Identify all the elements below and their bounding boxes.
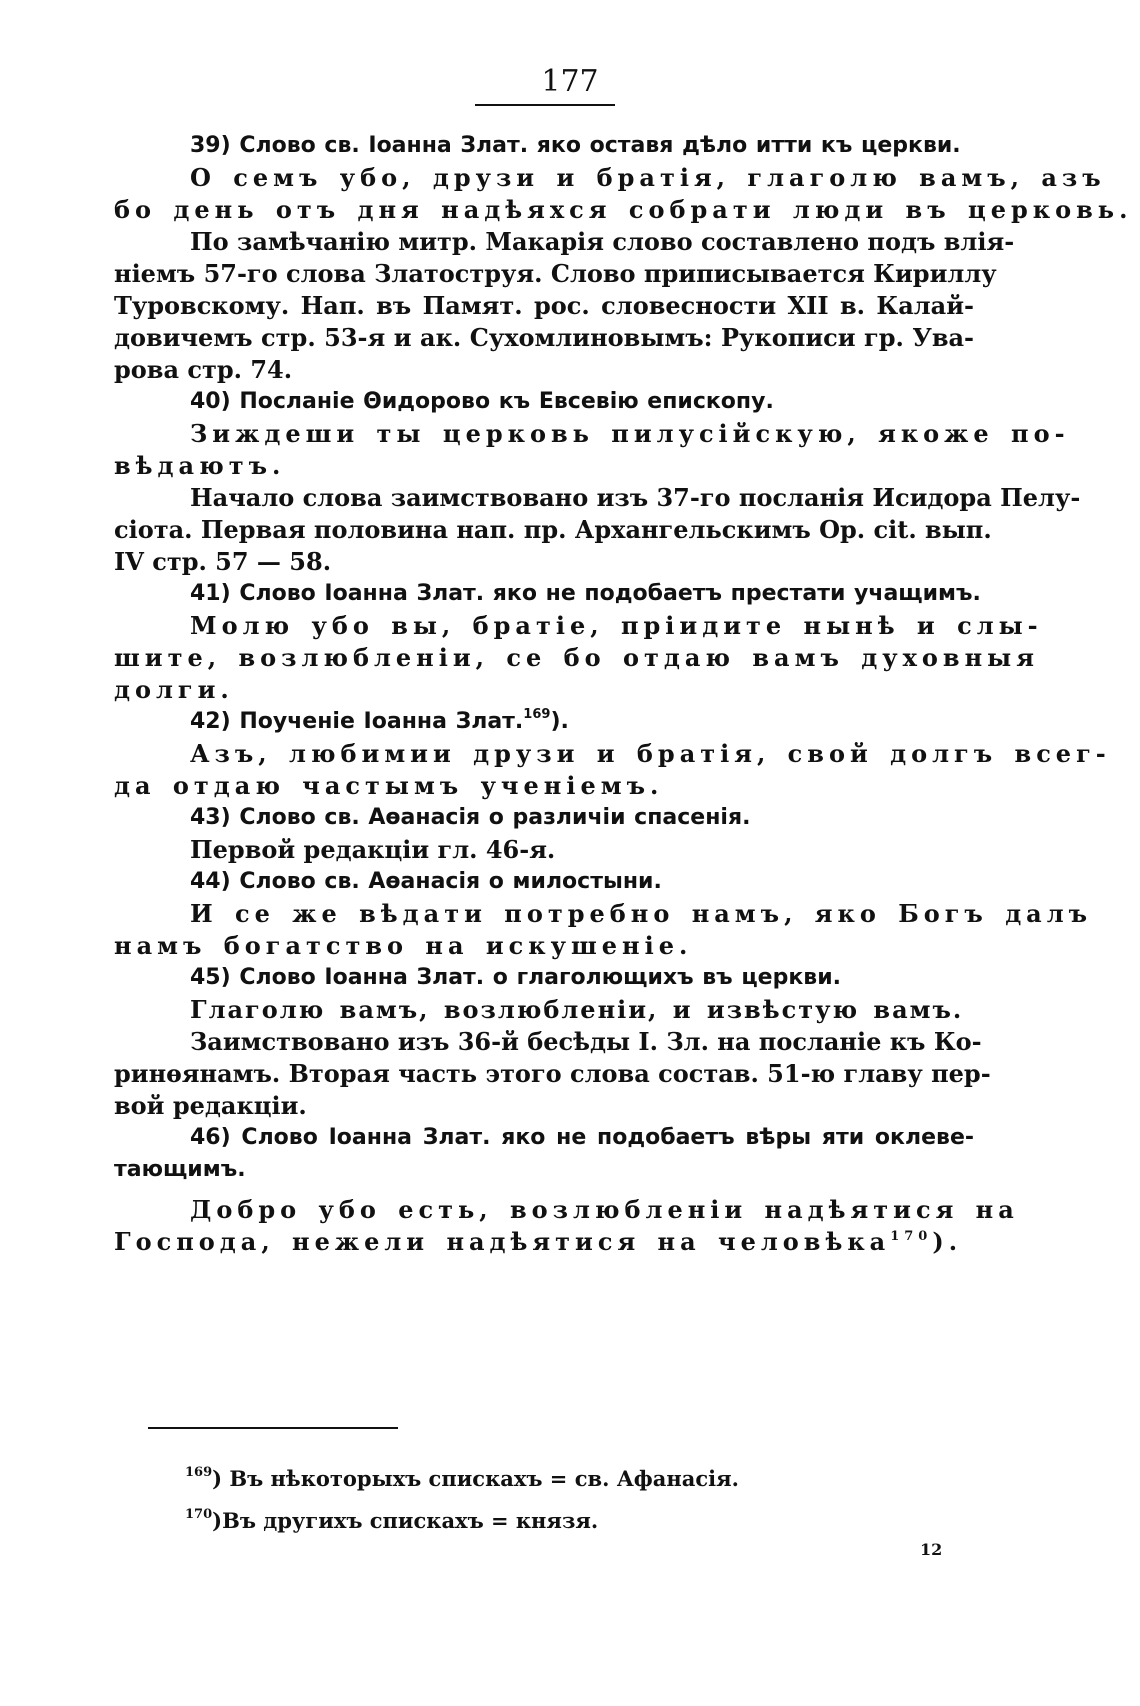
quote-line: долги. xyxy=(114,675,234,704)
quote-line: да отдаю частымъ ученіемъ. xyxy=(114,771,664,800)
quote-line: Азъ, любимии друзи и братія, свой долгъ всег- xyxy=(190,739,1111,768)
quote-line: О семъ убо, друзи и братія, глаголю вамъ, азъ xyxy=(190,163,1106,192)
page-number: 177 xyxy=(541,64,599,99)
footnote-ref: 170 xyxy=(890,1229,933,1244)
header-rule xyxy=(475,104,615,106)
section-title-42 xyxy=(114,706,974,738)
title-text: 42) Поученіе Іоанна Злат. xyxy=(190,709,524,734)
footnote-ref: 169 xyxy=(523,707,551,722)
footnote-text: )Въ другихъ спискахъ = князя. xyxy=(212,1508,599,1533)
note-line: Заимствовано изъ 36-й бесѣды I. Зл. на посланіе къ Ко- xyxy=(190,1027,982,1056)
quote-line: Молю убо вы, братіе, пріидите нынѣ и слы- xyxy=(190,611,1043,640)
footnote-rule xyxy=(148,1427,398,1429)
note-line: рова стр. 74. xyxy=(114,355,293,384)
quote-line: намъ богатство на искушеніе. xyxy=(114,931,693,960)
footnote-text: ) Въ нѣкоторыхъ спискахъ = св. Афанасія. xyxy=(212,1466,739,1491)
quote-end: ). xyxy=(932,1227,963,1256)
quote-line: шите, возлюбленіи, се бо отдаю вамъ духовныя xyxy=(114,643,1039,672)
quote-line xyxy=(114,1226,974,1258)
footnote-170 xyxy=(185,1500,739,1542)
quote-line: Глаголю вамъ, возлюбленіи, и извѣстую вамъ. xyxy=(190,995,964,1024)
title-end: ). xyxy=(550,709,569,734)
section-title-41: 41) Слово Іоанна Злат. яко не подобаетъ престати учащимъ. xyxy=(190,581,981,606)
section-title-44: 44) Слово св. Аѳанасія о милостыни. xyxy=(190,869,662,894)
note-line: ніемъ 57-го слова Златоструя. Слово приписывается Кириллу xyxy=(114,259,997,288)
section-title-45: 45) Слово Іоанна Злат. о глаголющихъ въ церкви. xyxy=(190,965,841,990)
note-line: Туровскому. Нап. въ Памят. рос. словесности XII в. Калай- xyxy=(114,291,974,320)
note-line: вой редакціи. xyxy=(114,1091,307,1120)
footnote-mark: 170 xyxy=(185,1507,213,1522)
quote-line: Зиждеши ты церковь пилусійскую, якоже по- xyxy=(190,419,1070,448)
note-line: довичемъ стр. 53-я и ак. Сухомлиновымъ: Рукописи гр. Ува- xyxy=(114,323,974,352)
note-line: IV стр. 57 — 58. xyxy=(114,547,332,576)
section-title-40: 40) Посланіе Θидорово къ Евсевію епископу. xyxy=(190,389,774,414)
note-line: Начало слова заимствовано изъ 37-го посланія Исидора Пелу- xyxy=(190,483,1081,512)
section-title-43: 43) Слово св. Аѳанасія о различіи спасенія. xyxy=(190,805,751,830)
signature-mark: 12 xyxy=(920,1540,943,1559)
section-title-46-cont: тающимъ. xyxy=(114,1157,246,1182)
quote-text: Господа, нежели надѣятися на человѣка xyxy=(114,1227,891,1256)
note-line: сіота. Первая половина нап. пр. Архангельскимъ Op. cit. вып. xyxy=(114,515,992,544)
quote-line: Добро убо есть, возлюбленіи надѣятися на xyxy=(190,1195,1019,1224)
note-line: ринѳянамъ. Вторая часть этого слова состав. 51-ю главу пер- xyxy=(114,1059,991,1088)
footnote-169 xyxy=(185,1458,739,1500)
note-line: Первой редакціи гл. 46-я. xyxy=(190,835,556,864)
section-title-46: 46) Слово Іоанна Злат. яко не подобаетъ вѣры яти оклеве- xyxy=(190,1125,974,1150)
section-title-39: 39) Слово св. Іоанна Злат. яко оставя дѣло итти къ церкви. xyxy=(190,133,961,158)
note-line: По замѣчанію митр. Макарія слово составлено подъ влія- xyxy=(190,227,1015,256)
footnotes xyxy=(185,1458,739,1542)
quote-line: И се же вѣдати потребно намъ, яко Богъ далъ xyxy=(190,899,1093,928)
quote-line: вѣдаютъ. xyxy=(114,451,286,480)
page-body xyxy=(114,130,1133,1258)
quote-line: бо день отъ дня надѣяхся собрати люди въ церковь. xyxy=(114,195,1133,224)
footnote-mark: 169 xyxy=(185,1465,213,1480)
